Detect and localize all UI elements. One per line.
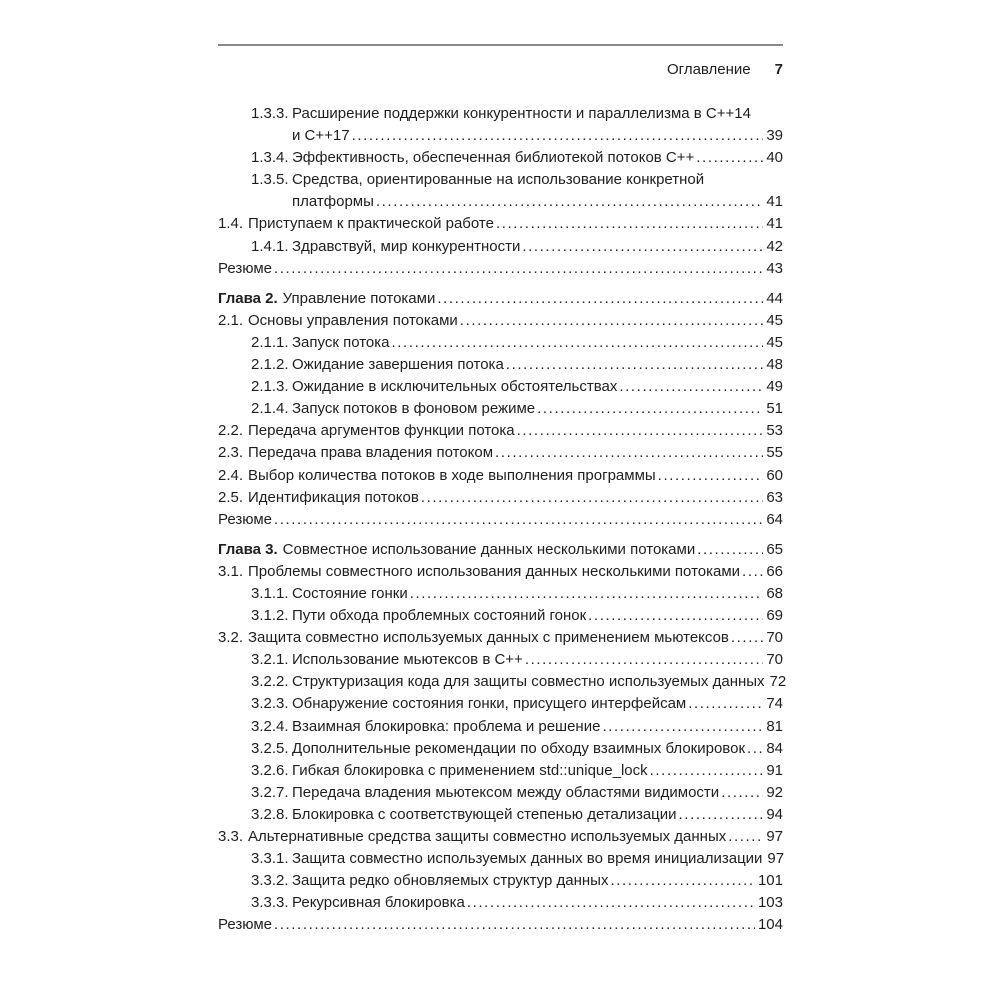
dot-leader [421,489,763,507]
toc-entry-title: Взаимная блокировка: проблема и решение [292,717,601,735]
toc-list [218,105,787,938]
toc-entry-page: 70 [766,651,783,669]
toc-entry-number: 3.2.3. [251,695,289,713]
toc-entry-number: 2.1.1. [251,333,289,351]
toc-entry [218,290,783,312]
toc-entry [218,850,783,872]
toc-entry-number: 3.3.1. [251,850,289,868]
toc-entry [218,260,783,282]
toc-entry-page: 66 [766,562,783,580]
toc-entry-title: Совместное использование данных несколькими потоками [282,540,696,558]
toc-entry [218,585,783,607]
toc-entry [218,378,783,400]
toc-entry [218,400,783,422]
toc-entry-number: 3.2.7. [251,783,289,801]
dot-leader [410,585,764,603]
toc-entry-title-line2: платформы [292,193,374,211]
dot-leader [467,894,755,912]
toc-entry-page: 70 [766,629,783,647]
toc-entry-page: 84 [766,739,783,757]
toc-entry-page: 104 [757,916,783,934]
dot-leader [517,422,764,440]
toc-entry [218,784,783,806]
toc-entry-number: 2.1.4. [251,400,289,418]
toc-entry-number: 2.1.3. [251,378,289,396]
running-title: Оглавление [667,61,751,78]
toc-entry-page: 48 [766,356,783,374]
toc-entry-number: 3.2.5. [251,739,289,757]
dot-leader [610,872,755,890]
dot-leader [619,378,763,396]
toc-entry-number: 3.1.2. [251,607,289,625]
toc-entry-page: 41 [766,215,783,233]
toc-entry-title: Рекурсивная блокировка [292,894,465,912]
toc-content [218,44,787,938]
dot-leader [274,260,763,278]
dot-leader [602,718,763,736]
page-header [218,60,783,80]
toc-entry [218,894,783,916]
toc-entry-title: Дополнительные рекомендации по обходу взаимных блокировок [292,739,746,757]
toc-entry-page: 72 [769,673,787,691]
dot-leader [731,629,763,647]
toc-entry-page: 42 [766,237,783,255]
toc-entry-title: Защита совместно используемых данных во время инициализации [292,850,763,868]
dot-leader [274,916,755,934]
toc-entry-title: Пути обхода проблемных состояний гонок [292,607,587,625]
dot-leader [376,193,763,211]
dot-leader [697,541,763,559]
toc-entry [218,762,783,784]
toc-entry-title: Ожидание в исключительных обстоятельствах [292,378,618,396]
toc-entry-title: Передача аргументов функции потока [248,422,515,440]
toc-entry-number: 1.3.3. [251,105,289,122]
toc-entry-number: 3.1.1. [251,584,289,602]
dot-leader [525,651,764,669]
dot-leader [728,828,763,846]
dot-leader [460,312,764,330]
toc-entry-title: Запуск потока [292,333,390,351]
toc-entry-continuation [218,127,783,149]
toc-entry-page: 65 [766,540,783,558]
toc-entry-number: 3.2. [218,629,244,647]
toc-entry-number: 2.5. [218,488,244,506]
dot-leader [679,806,764,824]
toc-entry-number: 2.4. [218,466,244,484]
toc-entry-number: Глава 2. [218,289,278,307]
toc-entry [218,489,783,511]
toc-entry [218,467,783,489]
toc-entry-page: 97 [767,850,785,868]
toc-entry [218,718,783,740]
toc-entry-number: 2.1.2. [251,356,289,374]
toc-entry-title: Использование мьютексов в C++ [292,651,523,669]
toc-entry-number: 2.2. [218,422,244,440]
toc-entry-title: Проблемы совместного использования данных несколькими потоками [248,562,741,580]
toc-entry-number: 3.2.4. [251,717,289,735]
toc-entry-page: 44 [766,289,783,307]
toc-entry-number: 1.3.4. [251,149,289,167]
dot-leader [650,762,764,780]
toc-entry-page: 45 [766,311,783,329]
toc-entry-title: Приступаем к практической работе [248,215,494,233]
toc-entry-page: 51 [766,400,783,418]
toc-entry [218,215,783,237]
toc-entry [218,916,783,938]
toc-entry [218,695,783,717]
toc-entry-number: 1.4.1. [251,237,289,255]
toc-entry-page: 55 [766,444,783,462]
toc-entry-page: 81 [766,717,783,735]
toc-entry-number: 2.1. [218,311,244,329]
toc-entry-page: 45 [766,333,783,351]
toc-entry-title: Основы управления потоками [248,311,458,329]
toc-entry-title: Резюме [218,510,272,528]
toc-entry [218,444,783,466]
toc-entry [218,334,783,356]
toc-entry-page: 74 [766,695,783,713]
toc-entry-page: 69 [766,607,783,625]
toc-entry-page: 91 [766,761,783,779]
toc-entry-number: 1.4. [218,215,244,233]
toc-entry-number: 3.3. [218,828,244,845]
header-page-number: 7 [774,61,783,78]
toc-entry-number: 3.1. [218,562,244,580]
toc-entry [218,541,783,563]
toc-entry-number: 3.2.8. [251,805,289,823]
toc-entry-page: 97 [766,828,783,845]
dot-leader [522,238,763,256]
toc-entry-number: 3.2.1. [251,651,289,669]
toc-entry-number: 1.3.5. [251,171,289,189]
toc-entry [218,422,783,444]
toc-entry-title: Гибкая блокировка с применением std::unique_lock [292,761,648,779]
dot-leader [352,127,764,145]
toc-entry-title: Альтернативные средства защиты совместно используемых данных [248,828,727,845]
toc-entry-page: 94 [766,805,783,823]
toc-entry-title: Запуск потоков в фоновом режиме [292,400,536,418]
toc-entry-title: Передача владения мьютексом между областями видимости [292,783,720,801]
toc-entry-title: Эффективность, обеспеченная библиотекой потоков C++ [292,149,695,167]
toc-entry-title: Защита редко обновляемых структур данных [292,872,609,890]
toc-entry-page: 101 [757,872,783,890]
dot-leader [721,784,763,802]
toc-entry-page: 64 [766,510,783,528]
dot-leader [437,290,763,308]
dot-leader [658,467,764,485]
toc-entry-number: 3.3.3. [251,894,289,912]
toc-entry-title: Резюме [218,259,272,277]
toc-entry [218,740,783,762]
toc-entry-number: Глава 3. [218,540,278,558]
toc-entry-page: 68 [766,584,783,602]
toc-entry-page: 41 [766,193,783,211]
dot-leader [392,334,764,352]
dot-leader [747,740,763,758]
toc-entry-number: 2.3. [218,444,244,462]
toc-entry-title: Обнаружение состояния гонки, присущего интерфейсам [292,695,687,713]
toc-entry-title: Блокировка с соответствующей степенью детализации [292,805,677,823]
dot-leader [537,400,763,418]
dot-leader [688,695,763,713]
toc-entry-title: Управление потоками [282,289,436,307]
toc-entry-page: 92 [766,783,783,801]
toc-entry-page: 103 [757,894,783,912]
toc-entry-title: Ожидание завершения потока [292,356,504,374]
toc-entry [218,673,787,695]
toc-entry-page: 39 [766,127,783,145]
toc-entry-title: Состояние гонки [292,584,408,602]
toc-entry [218,238,783,260]
toc-entry [218,563,783,585]
toc-entry-title: Расширение поддержки конкурентности и параллелизма в C++14 [292,105,751,122]
toc-entry [218,872,783,894]
toc-entry-page: 63 [766,488,783,506]
toc-entry [218,607,783,629]
toc-entry [218,651,783,673]
header-rule [218,44,783,46]
toc-entry [218,629,783,651]
toc-entry-title: Резюме [218,916,272,934]
toc-entry-continuation [218,193,783,215]
toc-entry-page: 40 [766,149,783,167]
dot-leader [496,215,763,233]
toc-entry [218,149,783,171]
toc-entry-number: 3.2.6. [251,761,289,779]
toc-entry-title: Идентификация потоков [248,488,419,506]
toc-entry-title: Здравствуй, мир конкурентности [292,237,521,255]
toc-entry-number: 3.3.2. [251,872,289,890]
toc-entry-page: 53 [766,422,783,440]
dot-leader [274,511,763,529]
toc-entry-title: Передача права владения потоком [248,444,494,462]
dot-leader [588,607,763,625]
toc-entry-title: Средства, ориентированные на использование конкретной [292,171,705,189]
toc-entry-title: Выбор количества потоков в ходе выполнения программы [248,466,656,484]
toc-entry-title: Структуризация кода для защиты совместно используемых данных [292,673,765,691]
toc-entry-page: 60 [766,466,783,484]
toc-entry [218,105,783,127]
toc-entry [218,356,783,378]
toc-entry [218,828,783,850]
toc-entry [218,171,783,193]
toc-entry [218,312,783,334]
dot-leader [742,563,763,581]
dot-leader [495,444,763,462]
toc-entry-page: 43 [766,259,783,277]
toc-entry [218,511,783,533]
dot-leader [696,149,763,167]
toc-entry-number: 3.2.2. [251,673,289,691]
toc-entry [218,806,783,828]
toc-entry-page: 49 [766,378,783,396]
dot-leader [506,356,764,374]
toc-entry-title-line2: и C++17 [292,127,350,145]
toc-entry-title: Защита совместно используемых данных с применением мьютексов [248,629,729,647]
